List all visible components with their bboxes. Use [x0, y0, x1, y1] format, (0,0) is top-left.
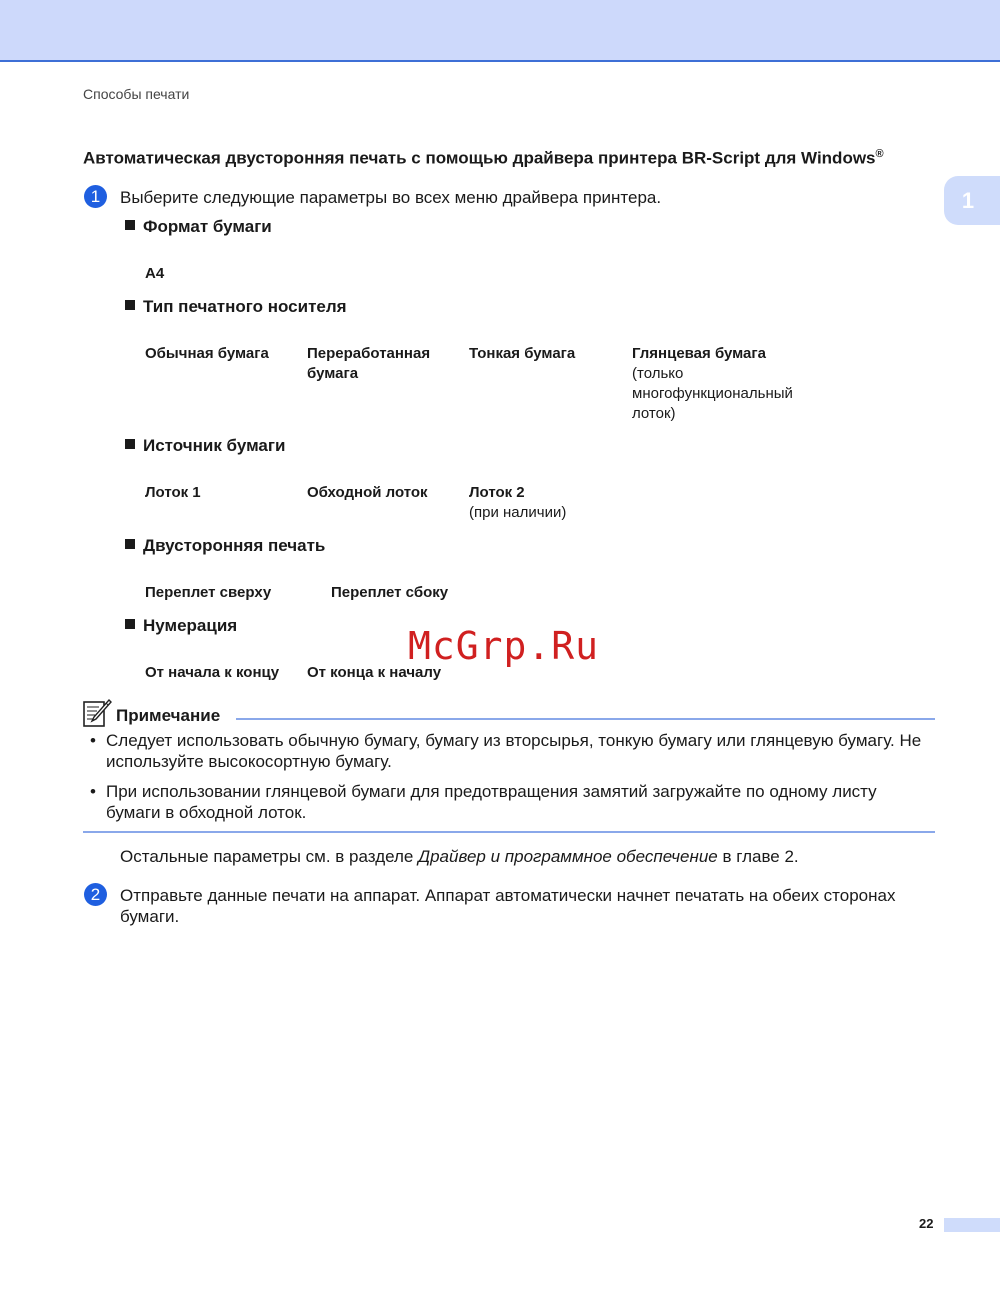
watermark: McGrp.Ru [408, 624, 600, 668]
option-front-to-back: От начала к концу [145, 664, 280, 681]
note-pencil-icon [82, 698, 112, 728]
group-title-media-type: Тип печатного носителя [125, 297, 347, 317]
chapter-tab: 1 [944, 176, 1000, 225]
option-flip-on-short-edge: Переплет сверху [145, 584, 272, 601]
option-back-to-front: От конца к началу [307, 664, 442, 681]
section-heading: Автоматическая двусторонняя печать с помощью драйвера принтера BR-Script для Windows® [83, 148, 884, 168]
square-bullet-icon [125, 619, 135, 629]
top-header-bar [0, 0, 1000, 62]
running-head: Способы печати [83, 86, 190, 102]
option-tray-1: Лоток 1 [145, 484, 201, 501]
page-number-bar [944, 1218, 1000, 1232]
note-item: • При использовании глянцевой бумаги для предотвращения замятий загружайте по одному листу бумаги в обходной лоток. [90, 782, 877, 822]
bullet-dot: • [90, 731, 96, 750]
group-title-page-order: Нумерация [125, 616, 237, 636]
option-flip-on-long-edge: Переплет сбоку [331, 584, 449, 601]
square-bullet-icon [125, 300, 135, 310]
bullet-dot: • [90, 782, 96, 801]
option-glossy-note: (только многофункциональный лоток) [632, 365, 793, 422]
note-item: • Следует использовать обычную бумагу, бумагу из вторсырья, тонкую бумагу или глянцевую бумагу. Не используйте высокосортную бумагу. [90, 731, 922, 771]
step-1-text: Выберите следующие параметры во всех меню драйвера принтера. [120, 188, 662, 207]
option-tray-2: Лоток 2 (при наличии) [469, 483, 619, 523]
option-plain-paper: Обычная бумага [145, 345, 269, 362]
option-mp-tray: Обходной лоток [307, 484, 428, 501]
step-2-badge: 2 [84, 883, 107, 906]
square-bullet-icon [125, 220, 135, 230]
square-bullet-icon [125, 439, 135, 449]
page-number: 22 [919, 1216, 934, 1231]
reference-link[interactable]: Драйвер и программное обеспечение [418, 847, 718, 866]
note-divider-bottom [83, 831, 935, 833]
registered-mark: ® [875, 148, 884, 160]
group-title-paper-size: Формат бумаги [125, 217, 272, 237]
group-title-paper-source: Источник бумаги [125, 436, 285, 456]
note-title: Примечание [116, 706, 221, 725]
note-divider-top [236, 718, 935, 720]
option-recycled-paper: Переработанная бумага [307, 345, 431, 382]
option-glossy-paper: Глянцевая бумага (только многофункциональный лоток) [632, 344, 817, 424]
reference-text: Остальные параметры см. в разделе Драйвер и программное обеспечение в главе 2. [120, 847, 799, 866]
option-tray-2-note: (при наличии) [469, 504, 567, 521]
option-a4: A4 [145, 265, 165, 282]
group-title-duplex: Двусторонняя печать [125, 536, 325, 556]
step-2-text: Отправьте данные печати на аппарат. Аппарат автоматически начнет печатать на обеих сторонах бумаги. [120, 886, 896, 926]
option-thin-paper: Тонкая бумага [469, 345, 576, 362]
square-bullet-icon [125, 539, 135, 549]
step-1-badge: 1 [84, 185, 107, 208]
